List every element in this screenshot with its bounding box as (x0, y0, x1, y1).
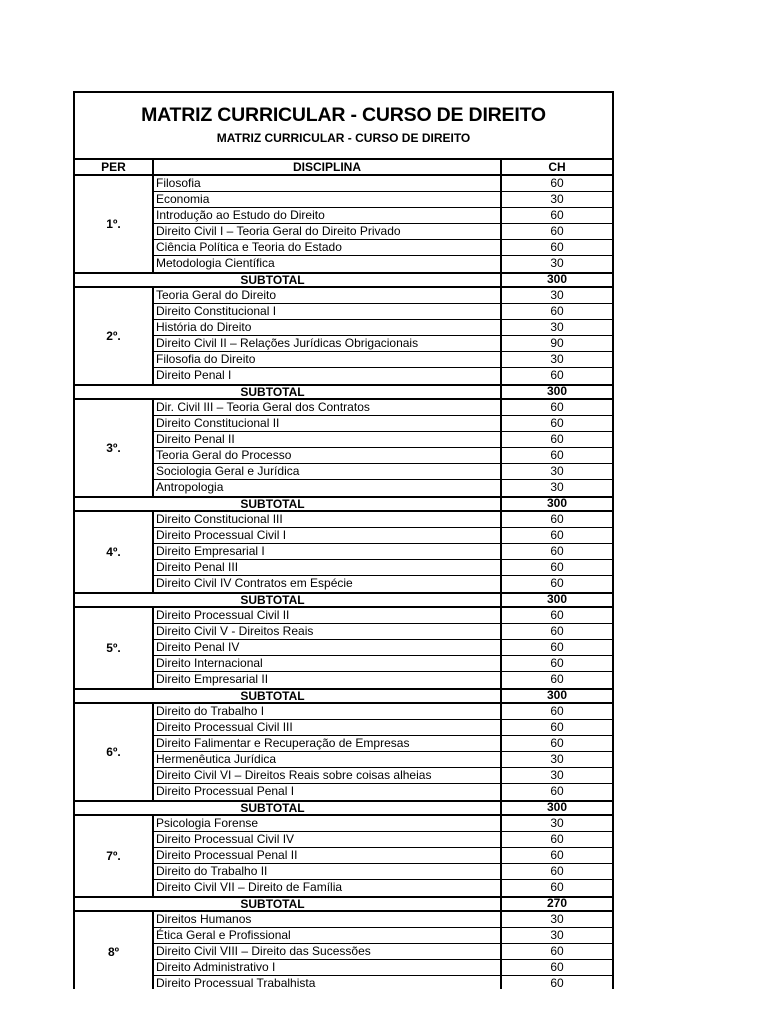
discipline-name: Filosofia (156, 176, 201, 190)
discipline-column (154, 176, 502, 272)
table-row (154, 768, 500, 784)
hours-value: 60 (550, 368, 564, 382)
hours-value: 30 (550, 464, 564, 478)
discipline-name: Introdução ao Estudo do Direito (156, 208, 325, 222)
table-row (154, 640, 500, 656)
hours-value: 60 (550, 832, 564, 846)
discipline-column (154, 512, 502, 592)
hours-value: 60 (550, 704, 564, 718)
discipline-name: Direito Penal III (156, 560, 239, 574)
document-subtitle: MATRIZ CURRICULAR - CURSO DE DIREITO (216, 131, 471, 145)
table-row (154, 400, 500, 416)
hours-cell (502, 784, 612, 800)
hours-cell (502, 832, 612, 848)
hours-value: 60 (550, 880, 564, 894)
discipline-name: Direito Administrativo I (156, 960, 276, 974)
hours-value: 60 (550, 576, 564, 590)
subtotal-value: 300 (546, 688, 568, 702)
hours-column (502, 400, 612, 496)
hours-value: 60 (550, 400, 564, 414)
hours-value: 60 (550, 944, 564, 958)
table-row (154, 944, 500, 960)
table-row (154, 368, 500, 384)
period-group (75, 512, 612, 592)
hours-cell (502, 752, 612, 768)
header-per: PER (75, 160, 154, 174)
discipline-name: Direito Processual Trabalhista (156, 976, 316, 989)
table-row (154, 704, 500, 720)
table-row (154, 608, 500, 624)
discipline-name: Direito Constitucional II (156, 416, 280, 430)
hours-value: 60 (550, 528, 564, 542)
table-row (154, 816, 500, 832)
table-row (154, 432, 500, 448)
title-block (75, 93, 612, 160)
hours-cell (502, 512, 612, 528)
hours-cell (502, 432, 612, 448)
hours-value: 30 (550, 352, 564, 366)
subtotal-value: 300 (546, 800, 568, 814)
period-group (75, 400, 612, 496)
hours-cell (502, 304, 612, 320)
discipline-name: Direito Civil I – Teoria Geral do Direito Privado (156, 224, 401, 238)
hours-value: 30 (550, 928, 564, 942)
hours-value: 60 (550, 672, 564, 686)
subtotal-row (75, 496, 612, 512)
hours-cell (502, 288, 612, 304)
discipline-name: Direito Penal IV (156, 640, 240, 654)
hours-value: 60 (550, 176, 564, 190)
header-ch: CH (548, 160, 566, 174)
table-row (154, 448, 500, 464)
table-row (154, 656, 500, 672)
hours-cell (502, 608, 612, 624)
hours-value: 90 (550, 336, 564, 350)
hours-cell (502, 848, 612, 864)
discipline-column (154, 704, 502, 800)
table-row (154, 176, 500, 192)
hours-value: 60 (550, 640, 564, 654)
table-row (154, 544, 500, 560)
discipline-name: História do Direito (156, 320, 252, 334)
hours-value: 60 (550, 432, 564, 446)
discipline-name: Teoria Geral do Direito (156, 288, 277, 302)
hours-column (502, 912, 612, 989)
hours-value: 60 (550, 976, 564, 989)
hours-cell (502, 864, 612, 880)
hours-cell (502, 528, 612, 544)
table-row (154, 784, 500, 800)
table-row (154, 208, 500, 224)
hours-value: 60 (550, 560, 564, 574)
table-row (154, 736, 500, 752)
hours-cell (502, 640, 612, 656)
hours-cell (502, 960, 612, 976)
table-row (154, 720, 500, 736)
period-label: 4º. (75, 512, 154, 592)
subtotal-label: SUBTOTAL (75, 690, 502, 702)
discipline-column (154, 816, 502, 896)
table-row (154, 512, 500, 528)
table-row (154, 336, 500, 352)
table-row (154, 480, 500, 496)
discipline-name: Direito Penal I (156, 368, 232, 382)
hours-cell (502, 656, 612, 672)
hours-value: 60 (550, 544, 564, 558)
table-row (154, 256, 500, 272)
hours-value: 30 (550, 752, 564, 766)
table-row (154, 752, 500, 768)
subtotal-row (75, 800, 612, 816)
hours-cell (502, 928, 612, 944)
discipline-column (154, 608, 502, 688)
hours-value: 60 (550, 416, 564, 430)
period-label: 7º. (75, 816, 154, 896)
table-row (154, 320, 500, 336)
period-group (75, 912, 612, 989)
hours-value: 60 (550, 720, 564, 734)
period-label: 5º. (75, 608, 154, 688)
hours-cell (502, 736, 612, 752)
discipline-name: Sociologia Geral e Jurídica (156, 464, 300, 478)
discipline-name: Direito Constitucional III (156, 512, 283, 526)
discipline-name: Direito Civil VII – Direito de Família (156, 880, 343, 894)
discipline-name: Direito Civil V - Direitos Reais (156, 624, 314, 638)
hours-cell (502, 224, 612, 240)
hours-value: 60 (550, 224, 564, 238)
hours-value: 30 (550, 912, 564, 926)
discipline-name: Economia (156, 192, 210, 206)
table-row (154, 304, 500, 320)
hours-value: 60 (550, 656, 564, 670)
hours-value: 30 (550, 256, 564, 270)
subtotal-label: SUBTOTAL (75, 898, 502, 910)
hours-cell (502, 560, 612, 576)
table-row (154, 576, 500, 592)
table-body (75, 176, 612, 989)
discipline-name: Direito Processual Penal II (156, 848, 298, 862)
subtotal-row (75, 592, 612, 608)
table-row (154, 928, 500, 944)
table-row (154, 240, 500, 256)
discipline-name: Ciência Política e Teoria do Estado (156, 240, 342, 254)
hours-column (502, 176, 612, 272)
hours-column (502, 704, 612, 800)
hours-value: 60 (550, 736, 564, 750)
hours-cell (502, 256, 612, 272)
discipline-name: Filosofia do Direito (156, 352, 256, 366)
hours-value: 60 (550, 448, 564, 462)
period-group (75, 704, 612, 800)
period-label: 2º. (75, 288, 154, 384)
table-row (154, 976, 500, 989)
hours-cell (502, 368, 612, 384)
hours-column (502, 816, 612, 896)
discipline-name: Direito Processual Civil IV (156, 832, 295, 846)
table-row (154, 416, 500, 432)
discipline-column (154, 912, 502, 989)
discipline-name: Direito Falimentar e Recuperação de Empresas (156, 736, 410, 750)
table-row (154, 832, 500, 848)
period-group (75, 608, 612, 688)
table-row (154, 912, 500, 928)
period-group (75, 816, 612, 896)
hours-value: 60 (550, 208, 564, 222)
subtotal-value: 300 (546, 592, 568, 606)
period-group (75, 176, 612, 272)
subtotal-row (75, 272, 612, 288)
table-row (154, 192, 500, 208)
discipline-name: Direito Civil VIII – Direito das Sucessões (156, 944, 371, 958)
hours-value: 60 (550, 240, 564, 254)
discipline-name: Direito Empresarial II (156, 672, 269, 686)
hours-cell (502, 576, 612, 592)
hours-value: 60 (550, 608, 564, 622)
hours-value: 30 (550, 480, 564, 494)
curriculum-table (73, 91, 614, 989)
hours-value: 30 (550, 768, 564, 782)
table-row (154, 288, 500, 304)
discipline-name: Direito Civil IV Contratos em Espécie (156, 576, 353, 590)
hours-cell (502, 976, 612, 989)
hours-cell (502, 464, 612, 480)
period-label: 1º. (75, 176, 154, 272)
discipline-name: Antropologia (156, 480, 224, 494)
hours-cell (502, 912, 612, 928)
hours-column (502, 608, 612, 688)
discipline-name: Direito Processual Civil I (156, 528, 287, 542)
document-title: MATRIZ CURRICULAR - CURSO DE DIREITO (141, 104, 546, 126)
hours-cell (502, 768, 612, 784)
discipline-name: Teoria Geral do Processo (156, 448, 292, 462)
subtotal-label: SUBTOTAL (75, 498, 502, 510)
table-row (154, 560, 500, 576)
period-label: 6º. (75, 704, 154, 800)
table-row (154, 224, 500, 240)
hours-cell (502, 208, 612, 224)
hours-value: 60 (550, 304, 564, 318)
discipline-name: Dir. Civil III – Teoria Geral dos Contratos (156, 400, 370, 414)
discipline-name: Hermenêutica Jurídica (156, 752, 277, 766)
hours-cell (502, 192, 612, 208)
subtotal-row (75, 896, 612, 912)
header-disciplina: DISCIPLINA (154, 160, 502, 174)
table-row (154, 464, 500, 480)
hours-value: 60 (550, 960, 564, 974)
hours-value: 60 (550, 512, 564, 526)
subtotal-label: SUBTOTAL (75, 802, 502, 814)
table-row (154, 960, 500, 976)
hours-cell (502, 416, 612, 432)
hours-cell (502, 480, 612, 496)
table-header (75, 160, 612, 176)
table-row (154, 880, 500, 896)
subtotal-label: SUBTOTAL (75, 274, 502, 286)
discipline-column (154, 400, 502, 496)
discipline-column (154, 288, 502, 384)
hours-value: 30 (550, 320, 564, 334)
hours-cell (502, 624, 612, 640)
table-row (154, 352, 500, 368)
discipline-name: Direito Processual Civil III (156, 720, 293, 734)
hours-value: 60 (550, 784, 564, 798)
discipline-name: Ética Geral e Profissional (156, 928, 291, 942)
hours-value: 60 (550, 848, 564, 862)
table-row (154, 528, 500, 544)
discipline-name: Direito Processual Penal I (156, 784, 295, 798)
hours-cell (502, 336, 612, 352)
hours-column (502, 288, 612, 384)
table-row (154, 864, 500, 880)
hours-cell (502, 720, 612, 736)
subtotal-label: SUBTOTAL (75, 386, 502, 398)
discipline-name: Direito Civil II – Relações Jurídicas Obrigacionais (156, 336, 419, 350)
hours-cell (502, 816, 612, 832)
subtotal-value: 300 (546, 272, 568, 286)
subtotal-row (75, 384, 612, 400)
discipline-name: Direito Constitucional I (156, 304, 277, 318)
discipline-name: Direito Civil VI – Direitos Reais sobre coisas alheias (156, 768, 432, 782)
discipline-name: Direito Internacional (156, 656, 263, 670)
hours-cell (502, 352, 612, 368)
subtotal-value: 300 (546, 384, 568, 398)
subtotal-label: SUBTOTAL (75, 594, 502, 606)
discipline-name: Direitos Humanos (156, 912, 252, 926)
hours-column (502, 512, 612, 592)
hours-cell (502, 944, 612, 960)
subtotal-value: 300 (546, 496, 568, 510)
hours-cell (502, 400, 612, 416)
period-label: 8º (75, 912, 154, 989)
table-row (154, 624, 500, 640)
discipline-name: Direito Processual Civil II (156, 608, 290, 622)
hours-value: 60 (550, 624, 564, 638)
hours-value: 30 (550, 816, 564, 830)
hours-cell (502, 176, 612, 192)
discipline-name: Direito Empresarial I (156, 544, 265, 558)
discipline-name: Direito Penal II (156, 432, 235, 446)
hours-value: 30 (550, 288, 564, 302)
subtotal-value: 270 (546, 896, 568, 910)
period-label: 3º. (75, 400, 154, 496)
table-row (154, 848, 500, 864)
hours-value: 30 (550, 192, 564, 206)
table-row (154, 672, 500, 688)
discipline-name: Metodologia Científica (156, 256, 275, 270)
hours-cell (502, 544, 612, 560)
hours-value: 60 (550, 864, 564, 878)
hours-cell (502, 240, 612, 256)
discipline-name: Psicologia Forense (156, 816, 259, 830)
subtotal-row (75, 688, 612, 704)
discipline-name: Direito do Trabalho I (156, 704, 265, 718)
hours-cell (502, 880, 612, 896)
discipline-name: Direito do Trabalho II (156, 864, 268, 878)
hours-cell (502, 320, 612, 336)
hours-cell (502, 672, 612, 688)
hours-cell (502, 448, 612, 464)
period-group (75, 288, 612, 384)
hours-cell (502, 704, 612, 720)
